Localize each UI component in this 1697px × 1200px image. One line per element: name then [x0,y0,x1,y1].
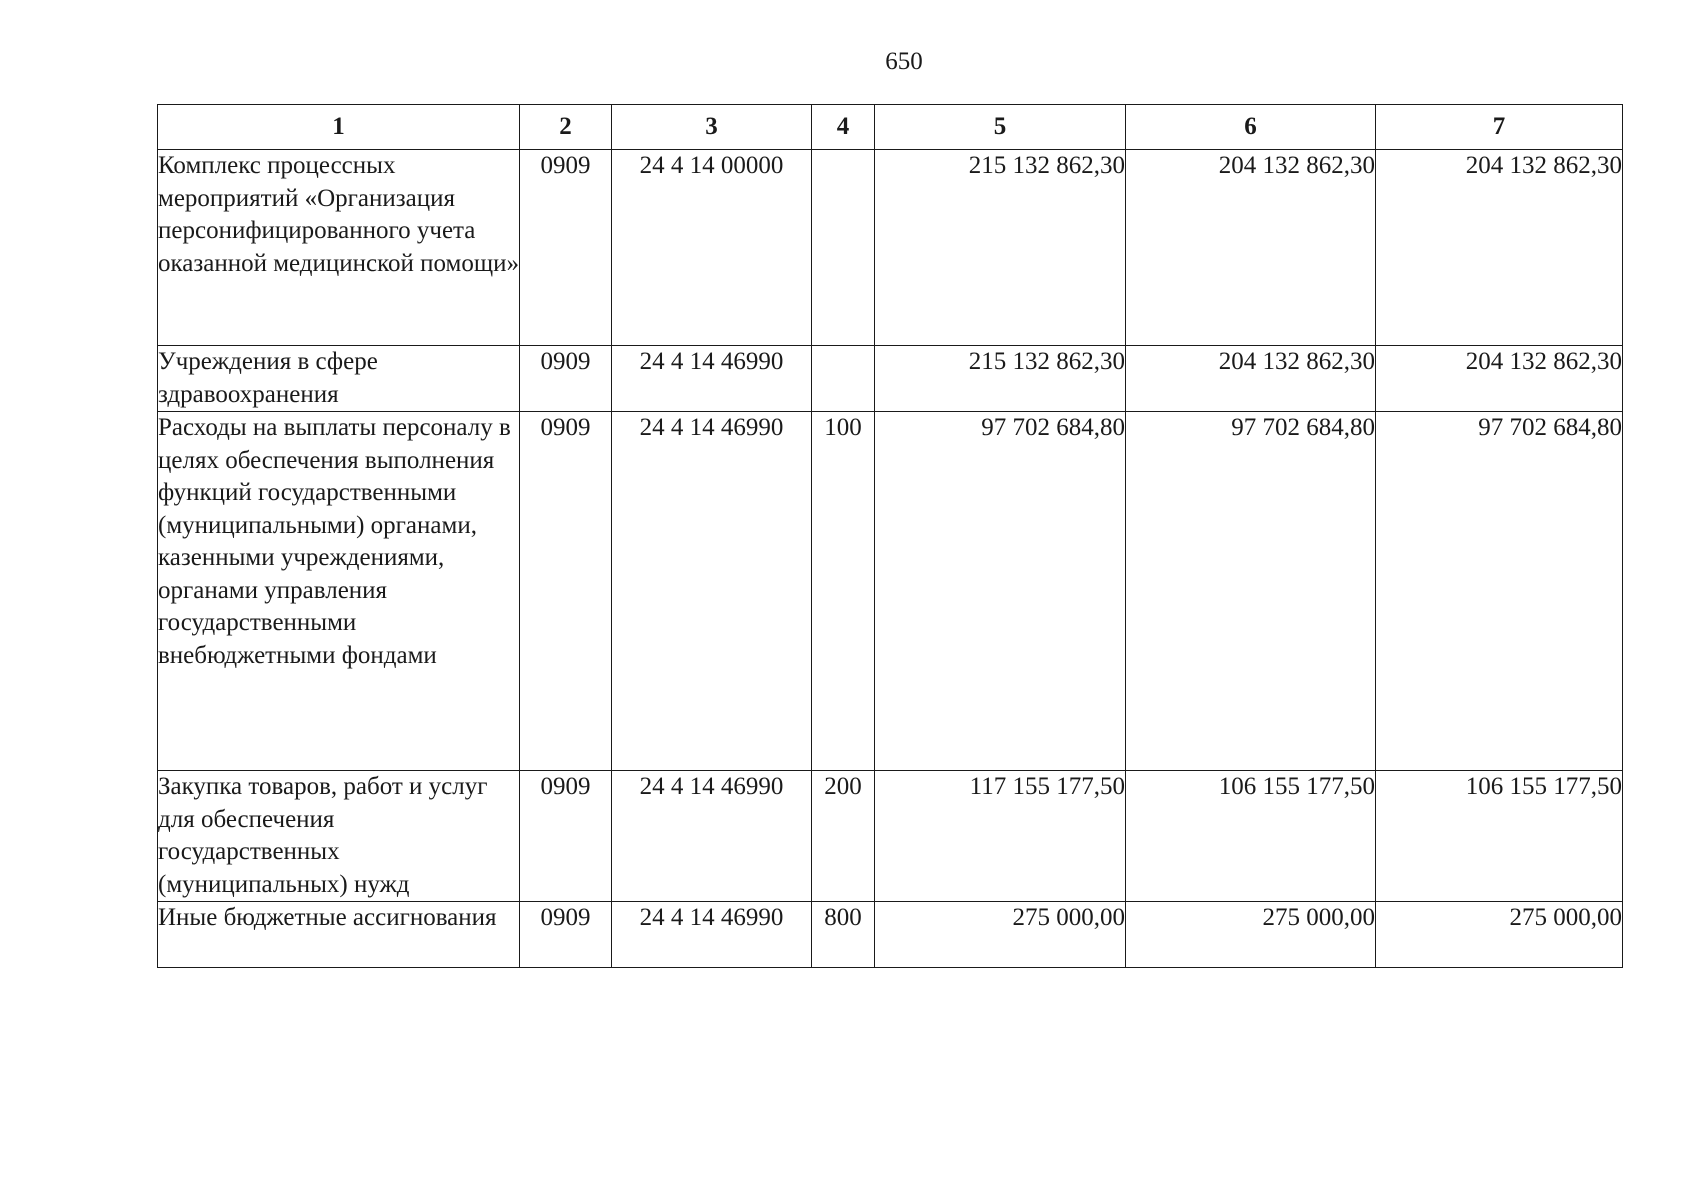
header-col-5: 5 [875,105,1126,150]
row-name: Иные бюджетные ассигнования [158,902,520,968]
row-expense-type [812,346,875,412]
table-row [158,771,1623,902]
row-expense-type [812,150,875,346]
row-amount-col6: 204 132 862,30 [1126,150,1376,346]
row-section-code: 0909 [520,150,612,346]
table-row [158,412,1623,771]
row-amount-col7: 97 702 684,80 [1376,412,1623,771]
row-target-code: 24 4 14 46990 [612,346,812,412]
row-amount-col5: 275 000,00 [875,902,1126,968]
row-amount-col6: 106 155 177,50 [1126,771,1376,902]
table-row [158,346,1623,412]
row-section-code: 0909 [520,412,612,771]
budget-table [157,104,1623,968]
row-amount-col7: 275 000,00 [1376,902,1623,968]
row-amount-col5: 215 132 862,30 [875,346,1126,412]
row-name: Учреждения в сфере здравоохранения [158,346,520,412]
row-amount-col5: 97 702 684,80 [875,412,1126,771]
page-number: 650 [885,48,923,75]
row-amount-col5: 117 155 177,50 [875,771,1126,902]
row-expense-type: 200 [812,771,875,902]
table-row [158,150,1623,346]
row-name: Закупка товаров, работ и услуг для обеспечения государственных (муниципальных) нужд [158,771,520,902]
header-col-7: 7 [1376,105,1623,150]
row-name: Расходы на выплаты персоналу в целях обеспечения выполнения функций государственными (муниципальными) органами, казенными учреждениями, органами управления государственными внебюджетными фондами [158,412,520,771]
row-target-code: 24 4 14 46990 [612,412,812,771]
header-col-3: 3 [612,105,812,150]
row-name: Комплекс процессных мероприятий «Организация персонифицированного учета оказанной медицинской помощи» [158,150,520,346]
table-header-row [158,105,1623,150]
row-section-code: 0909 [520,902,612,968]
row-amount-col7: 106 155 177,50 [1376,771,1623,902]
row-section-code: 0909 [520,346,612,412]
header-col-4: 4 [812,105,875,150]
row-amount-col6: 275 000,00 [1126,902,1376,968]
row-amount-col6: 97 702 684,80 [1126,412,1376,771]
row-section-code: 0909 [520,771,612,902]
row-amount-col7: 204 132 862,30 [1376,150,1623,346]
header-col-6: 6 [1126,105,1376,150]
header-col-2: 2 [520,105,612,150]
row-amount-col6: 204 132 862,30 [1126,346,1376,412]
row-target-code: 24 4 14 00000 [612,150,812,346]
row-amount-col5: 215 132 862,30 [875,150,1126,346]
header-col-1: 1 [158,105,520,150]
row-target-code: 24 4 14 46990 [612,771,812,902]
row-expense-type: 100 [812,412,875,771]
row-expense-type: 800 [812,902,875,968]
row-amount-col7: 204 132 862,30 [1376,346,1623,412]
table-row [158,902,1623,968]
row-target-code: 24 4 14 46990 [612,902,812,968]
